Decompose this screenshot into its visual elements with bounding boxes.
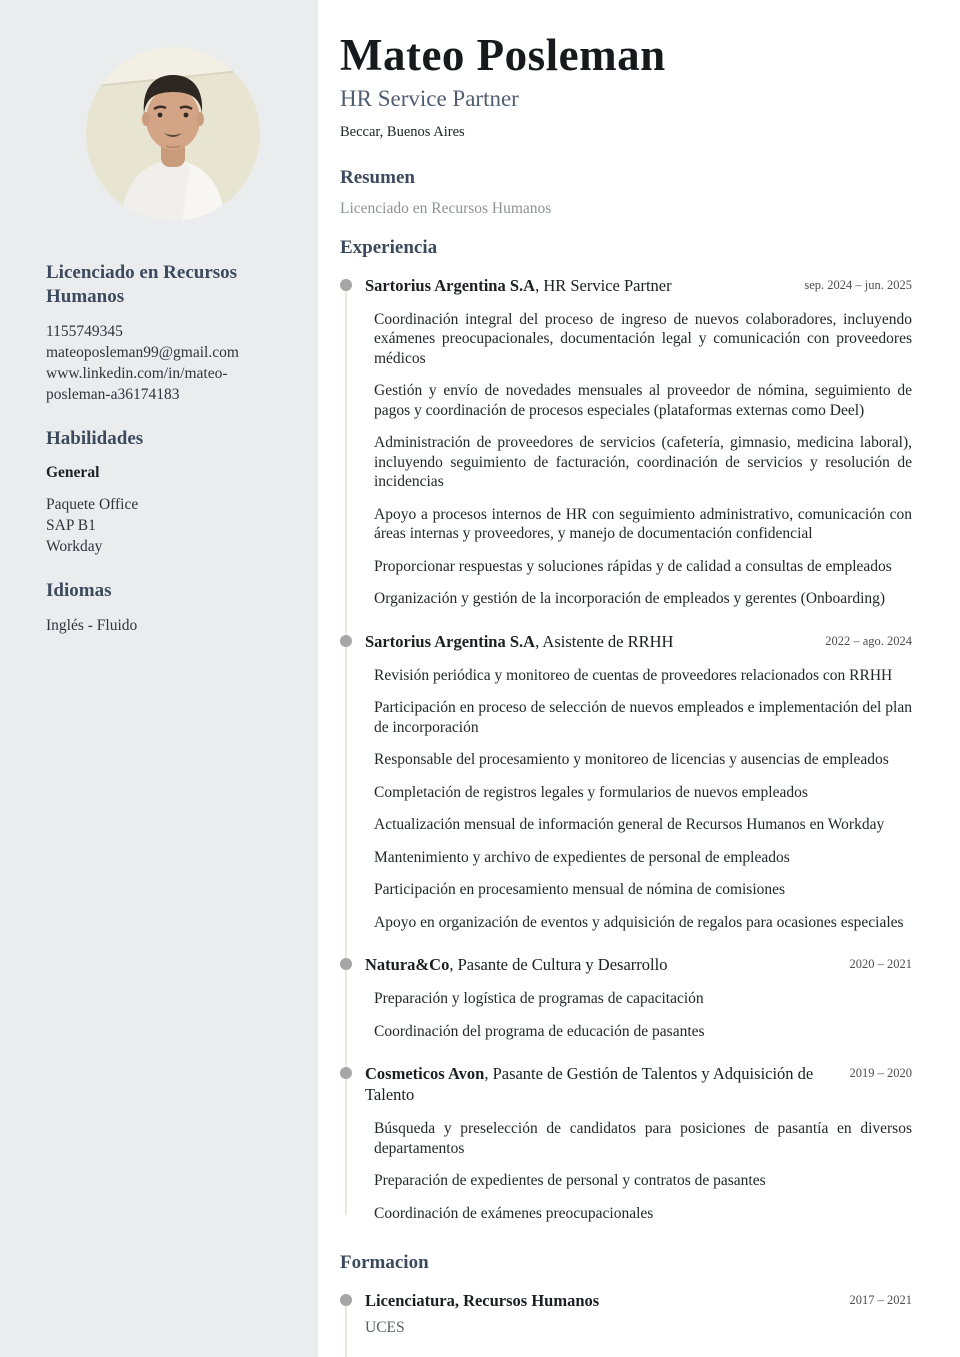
entry-company: Cosmeticos Avon — [365, 1064, 485, 1084]
entry-bullets — [374, 1119, 912, 1223]
entry-bullet: Gestión y envío de novedades mensuales al proveedor de nómina, seguimiento de pagos y coordinación de procesos especiales (plataformas externas como Deel) — [374, 382, 912, 419]
experience-entry — [340, 954, 912, 1041]
candidate-role: HR Service Partner — [340, 86, 519, 112]
entry-bullet: Coordinación de exámenes preocupacionales — [374, 1204, 654, 1222]
entry-degree: Licenciatura, Recursos Humanos — [365, 1291, 600, 1311]
entry-bullet: Preparación de expedientes de personal y contratos de pasantes — [374, 1172, 766, 1190]
languages-list — [46, 615, 290, 636]
entry-date: sep. 2024 – jun. 2025 — [804, 277, 912, 292]
entry-role: , Pasante de Gestión de Talentos y Adquisición de Talento — [365, 1064, 814, 1105]
profile-title: Licenciado en Recursos Humanos — [46, 262, 238, 307]
entry-date: 2020 – 2021 — [849, 957, 912, 972]
entry-bullet: Apoyo a procesos internos de HR con seguimiento administrativo, comunicación con áreas internas y proveedores, y manejo de documentación confidencial — [374, 505, 912, 543]
timeline-dot — [340, 279, 352, 291]
education-timeline — [340, 1290, 912, 1357]
language-item: Inglés - Fluido — [46, 617, 138, 634]
timeline-dot — [340, 635, 352, 647]
entry-role: , Pasante de Cultura y Desarrollo — [449, 955, 668, 975]
skills-heading: Habilidades — [46, 428, 144, 449]
entry-role: , Asistente de RRHH — [535, 631, 674, 651]
avatar — [86, 47, 260, 221]
entry-bullet: Responsable del procesamiento y monitoreo de licencias y ausencias de empleados — [374, 751, 889, 769]
experience-entry — [340, 1063, 912, 1223]
entry-bullet: Actualización mensual de información general de Recursos Humanos en Workday — [374, 816, 885, 834]
education-heading: Formacion — [340, 1252, 429, 1274]
entry-bullet: Coordinación del programa de educación de pasantes — [374, 1022, 705, 1040]
entry-header — [340, 954, 912, 975]
entry-bullet: Mantenimiento y archivo de expedientes de personal de empleados — [374, 848, 790, 866]
contact-info — [46, 321, 290, 405]
entry-bullet: Administración de proveedores de servicios (cafetería, gimnasio, medicina laboral), incluyendo seguimiento de facturación, coordinación de servicios y resolución de incidencias — [374, 434, 912, 491]
summary-text: Licenciado en Recursos Humanos — [340, 199, 552, 217]
entry-header — [340, 275, 912, 296]
entry-bullet: Participación en proceso de selección de nuevos empleados e implementación del plan de incorporación — [374, 699, 912, 736]
sidebar — [0, 0, 318, 1357]
entry-header — [340, 631, 912, 652]
skill-item: Workday — [46, 538, 103, 555]
entry-title — [365, 1063, 836, 1105]
entry-title — [365, 631, 811, 652]
candidate-location: Beccar, Buenos Aires — [340, 123, 465, 140]
entry-bullet: Coordinación integral del proceso de ingreso de nuevos colaboradores, incluyendo exámenes preocupacionales, documentación legal y comunicación con proveedores médicos — [374, 310, 912, 367]
entry-bullets — [374, 989, 912, 1041]
timeline-dot — [340, 958, 352, 970]
entry-company: Sartorius Argentina S.A — [365, 631, 536, 651]
linkedin-url: www.linkedin.com/in/mateo-posleman-a36174183 — [46, 365, 228, 403]
entry-bullet: Revisión periódica y monitoreo de cuentas de proveedores relacionados con RRHH — [374, 666, 893, 684]
timeline-dot — [340, 1067, 352, 1079]
entry-header — [340, 1290, 912, 1311]
entry-title — [365, 1290, 836, 1311]
entry-date: 2017 – 2021 — [849, 1293, 912, 1308]
entry-bullets — [374, 666, 912, 933]
entry-date: 2019 – 2020 — [849, 1066, 912, 1081]
skill-item: Paquete Office — [46, 496, 139, 513]
languages-heading: Idiomas — [46, 580, 112, 601]
entry-bullet: Proporcionar respuestas y soluciones rápidas y de calidad a consultas de empleados — [374, 557, 892, 575]
entry-bullet: Organización y gestión de la incorporación de empleados y gerentes (Onboarding) — [374, 590, 886, 608]
entry-role: , HR Service Partner — [535, 275, 672, 295]
entry-bullets — [374, 310, 912, 609]
skill-item: SAP B1 — [46, 517, 96, 534]
experience-timeline — [340, 275, 912, 1224]
experience-entry — [340, 275, 912, 609]
entry-bullet: Apoyo en organización de eventos y adquisición de regalos para ocasiones especiales — [374, 913, 904, 931]
experience-heading: Experiencia — [340, 236, 438, 258]
entry-header — [340, 1063, 912, 1105]
resume-main — [318, 0, 960, 1357]
entry-bullet: Participación en procesamiento mensual de nómina de comisiones — [374, 881, 786, 899]
entry-title — [365, 275, 790, 296]
education-entry — [340, 1290, 912, 1338]
skills-list — [46, 494, 290, 557]
summary-heading: Resumen — [340, 166, 415, 188]
entry-bullet: Completación de registros legales y formularios de nuevos empleados — [374, 783, 808, 801]
entry-bullet: Búsqueda y preselección de candidatos para posiciones de pasantía en diversos departamentos — [374, 1120, 912, 1157]
entry-date: 2022 – ago. 2024 — [825, 633, 912, 648]
entry-company: Natura&Co — [365, 955, 450, 975]
phone-number: 1155749345 — [46, 323, 123, 340]
candidate-name: Mateo Posleman — [340, 30, 666, 80]
entry-company: Sartorius Argentina S.A — [365, 275, 536, 295]
entry-school: UCES — [365, 1319, 405, 1337]
profile-photo-illustration — [86, 47, 260, 221]
timeline-dot — [340, 1294, 352, 1306]
entry-title — [365, 954, 836, 975]
email-address: mateoposleman99@gmail.com — [46, 344, 239, 361]
experience-entry — [340, 631, 912, 933]
skills-group-label: General — [46, 464, 100, 481]
entry-bullet: Preparación y logística de programas de capacitación — [374, 990, 704, 1008]
